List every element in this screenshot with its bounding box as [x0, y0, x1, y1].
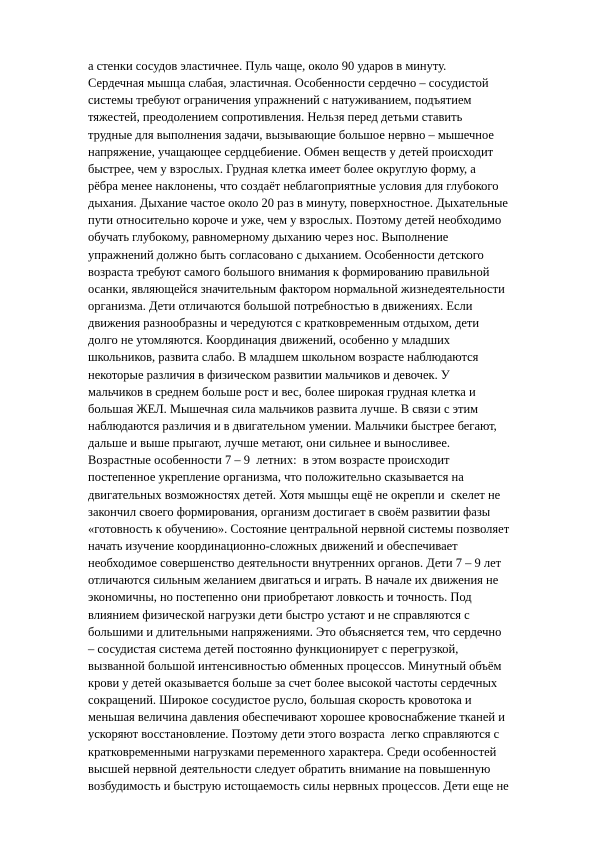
text-line: влиянием физической нагрузки дети быстро устают и не справляются с — [88, 607, 470, 622]
text-line: ускоряют восстановление. Поэтому дети этого возраста легко справляются с — [88, 727, 500, 742]
text-line: большими и длительными напряжениями. Это объясняется тем, что сердечно — [88, 624, 502, 639]
text-line: пути относительно короче и уже, чем у взрослых. Поэтому детей необходимо — [88, 213, 502, 228]
text-line: постепенное укрепление организма, что положительно сказывается на — [88, 470, 464, 485]
text-line: Возрастные особенности 7 – 9 летних: в этом возрасте происходит — [88, 453, 450, 468]
text-line: необходимое совершенство деятельности внутренних органов. Дети 7 – 9 лет — [88, 556, 502, 571]
text-line: кратковременными нагрузками переменного характера. Среди особенностей — [88, 744, 497, 759]
text-line: начать изучение координационно-сложных движений и обеспечивает — [88, 538, 458, 553]
text-line: возбудимость и быструю истощаемость силы нервных процессов. Дети еще не — [88, 778, 509, 793]
text-line: тяжестей, преодолением сопротивления. Нельзя перед детьми ставить — [88, 110, 463, 125]
text-line: возраста требуют самого большого внимания к формированию правильной — [88, 264, 490, 279]
text-line: рёбра менее наклонены, что создаёт неблагоприятные условия для глубокого — [88, 178, 499, 193]
text-line: закончил своего формирования, организм достигает в своём развитии фазы — [88, 504, 491, 519]
text-line: организма. Дети отличаются большой потребностью в движениях. Если — [88, 298, 473, 313]
text-line: трудные для выполнения задачи, вызывающие большое нервно – мышечное — [88, 127, 494, 142]
text-line: системы требуют ограничения упражнений с натуживанием, подъятием — [88, 93, 472, 108]
text-line: наблюдаются различия и в двигательном умении. Мальчики быстрее бегают, — [88, 418, 497, 433]
text-line: меньшая величина давления обеспечивают хорошее кровоснабжение тканей и — [88, 710, 505, 725]
text-line: «готовность к обучению». Состояние центральной нервной системы позволяет — [88, 521, 510, 536]
text-line: быстрее, чем у взрослых. Грудная клетка имеет более округлую форму, а — [88, 161, 476, 176]
text-line: дальше и выше прыгают, лучше метают, они сильнее и выносливее. — [88, 436, 450, 451]
text-line: а стенки сосудов эластичнее. Пуль чаще, около 90 ударов в минуту. — [88, 59, 447, 73]
text-line: экономичны, но постепенно они приобретают ловкость и точность. Под — [88, 590, 472, 605]
text-line: долго не утомляются. Координация движений, особенно у младших — [88, 333, 451, 348]
text-line: большая ЖЕЛ. Мышечная сила мальчиков развита лучше. В связи с этим — [88, 401, 479, 416]
text-line: высшей нервной деятельности следует обратить внимание на повышенную — [88, 761, 491, 776]
text-line: школьников, развита слабо. В младшем школьном возрасте наблюдаются — [88, 350, 479, 365]
text-line: сокращений. Широкое сосудистое русло, большая скорость кровотока и — [88, 693, 472, 708]
text-line: напряжение, учащающее сердцебиение. Обмен веществ у детей происходит — [88, 144, 494, 159]
text-line: Сердечная мышца слабая, эластичная. Особенности сердечно – сосудистой — [88, 76, 489, 91]
text-line: вызванной большой интенсивностью обменных процессов. Минутный объём — [88, 658, 502, 673]
body-text — [88, 58, 548, 795]
text-line: двигательных возможностях детей. Хотя мышцы ещё не окрепли и скелет не — [88, 487, 501, 502]
text-line: упражнений должно быть согласовано с дыханием. Особенности детского — [88, 247, 484, 262]
text-line: отличаются сильным желанием двигаться и играть. В начале их движения не — [88, 573, 499, 588]
text-line: мальчиков в среднем больше рост и вес, более широкая грудная клетка и — [88, 384, 476, 399]
text-line: дыхания. Дыхание частое около 20 раз в минуту, поверхностное. Дыхательные — [88, 196, 508, 211]
text-line: некоторые различия в физическом развитии мальчиков и девочек. У — [88, 367, 450, 382]
text-line: осанки, являющейся значительным фактором нормальной жизнедеятельности — [88, 281, 505, 296]
text-line: крови у детей оказывается больше за счет более высокой частоты сердечных — [88, 676, 498, 691]
text-line: – сосудистая система детей постоянно функционирует с перегрузкой, — [88, 641, 459, 656]
text-line: обучать глубокому, равномерному дыханию через нос. Выполнение — [88, 230, 449, 245]
text-line: движения разнообразны и чередуются с кратковременным отдыхом, дети — [88, 316, 480, 331]
